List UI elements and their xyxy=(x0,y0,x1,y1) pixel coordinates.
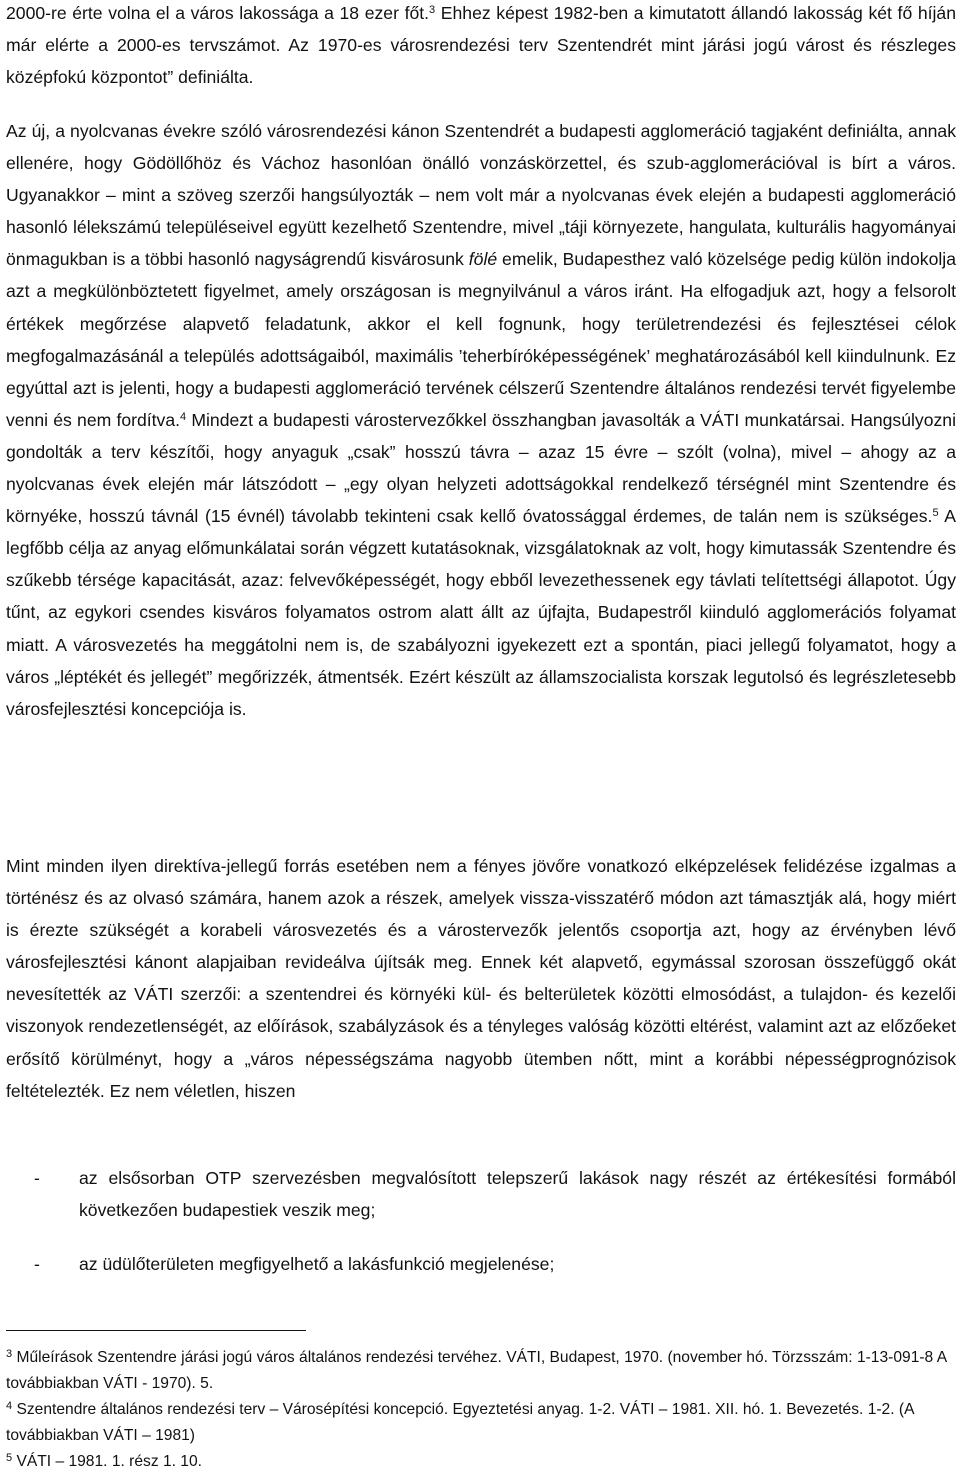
list-item-text: az elsősorban OTP szervezésben megvalósított telepszerű lakások nagy részét az értékesítési formából következően budapestiek veszik meg; xyxy=(79,1168,956,1220)
list-dash: - xyxy=(34,1168,40,1188)
paragraph-2-text-d: A legfőbb célja az anyag előmunkálatai során végzett kutatásoknak, vizsgálatoknak az volt, hogy kimutassák Szentendre és szűkebb térsége kapacitását, azaz: felvevőképességét, hogy ebből levezethessenek egy távlati telítettségi állapotot. Úgy tűnt, az egykori csendes kisváros folyamatos ostrom alatt állt az újfajta, Budapestről kiinduló agglomerációs folyamat miatt. A városvezetés ha meggátolni nem is, de szabályozni igyekezett ezt a spontán, piaci jellegű folyamatot, hogy a város „léptékét és jellegét” megőrizzék, átmentsék. Ezért készült az államszocialista korszak legutolsó és legrészletesebb városfejlesztési koncepciója is. xyxy=(6,506,956,719)
paragraph-2-text-a: Az új, a nyolcvanas évekre szóló városrendezési kánon Szentendrét a budapesti agglomeráció tagjaként definiálta, annak ellenére, hogy Gödöllőhöz és Váchoz hasonlóan önálló vonzáskörzettel, és szub-agglomerációval is bírt a város. Ugyanakkor – mint a szöveg szerzői hangsúlyozták – nem volt már a nyolcvanas évek elején a budapesti agglomeráció hasonló lélekszámú településeivel együtt kezelhető Szentendre, mivel „táji környezete, hangulata, kulturális hagyományai önmagukban is a többi hasonló nagyságrendű kisvárosunk xyxy=(6,121,956,270)
footnote-ref-3: 3 xyxy=(429,4,436,16)
footnote-3 xyxy=(6,1345,956,1397)
footnote-5 xyxy=(6,1449,956,1475)
paragraph-1-text-b: Ehhez képest 1982-ben a kimutatott állandó lakosság két fő híján már elérte a 2000-es tervszámot. Az 1970-es városrendezési terv Szentendrét mint járási jogú várost és részleges középfokú központot” definiálta. xyxy=(6,3,957,88)
paragraph-2 xyxy=(6,115,956,725)
italic-word: fölé xyxy=(468,249,498,270)
footnote-number: 3 xyxy=(6,1348,13,1360)
list-dash: - xyxy=(34,1254,40,1274)
footnote-ref-5: 5 xyxy=(932,507,939,520)
list-item xyxy=(6,1162,956,1226)
paragraph-3: Mint minden ilyen direktíva-jellegű forrás esetében nem a fényes jövőre vonatkozó elképzelések felidézése izgalmas a történész és az olvasó számára, hanem azok a részek, amelyek vissza-visszatérő módon azt támasztják alá, hogy miért is érezte szükségét a korabeli városvezetés és a várostervezők jelentős csoportja azt, hogy az érvényben lévő városfejlesztési kánont alapjaiban revideálva újítsák meg. Ennek két alapvető, egymással szorosan összefüggő okát nevesítették az VÁTI szerzői: a szentendrei és környéki kül- és belterületek közötti elmosódást, a tulajdon- és kezelői viszonyok rendezetlenségét, az előírások, szabályzások és a tényleges valóság közötti eltérést, valamint azt az előzőeket erősítő körülményt, hogy a „város népességszáma nagyobb ütemben nőtt, mint a korábbi népességprognózisok feltételezték. Ez nem véletlen, hiszen xyxy=(6,856,956,1101)
footnote-separator xyxy=(6,1330,306,1331)
footnote-text: VÁTI – 1981. 1. rész 1. 10. xyxy=(16,1453,202,1470)
paragraph-1 xyxy=(6,0,956,93)
list-item xyxy=(6,1248,956,1280)
footnote-text: Műleírások Szentendre járási jogú város általános rendezési tervéhez. VÁTI, Budapest, 1970. (november hó. Törzsszám: 1-13-091-8 A továbbiakban VÁTI - 1970). 5. xyxy=(6,1349,947,1392)
footnote-number: 4 xyxy=(6,1400,13,1412)
footnote-4 xyxy=(6,1397,956,1449)
paragraph-2-text-b: emelik, Budapesthez való közelsége pedig külön indokolja azt a megkülönböztetett figyelmet, amely országosan is megnyilvánul a város iránt. Ha elfogadjuk azt, hogy a felsorolt értékek megőrzése alapvető feladatunk, akkor el kell fognunk, hogy területrendezési és fejlesztései célok megfogalmazásánál a település adottságaiból, maximális ’teherbíróképességének’ meghatározásából kell kiindulnunk. Ez egyúttal azt is jelenti, hogy a budapesti agglomeráció tervének célszerű Szentendre általános rendezési tervét figyelembe venni és nem fordítva. xyxy=(6,249,956,430)
footnote-ref-4: 4 xyxy=(180,410,187,423)
footnotes xyxy=(6,1345,956,1475)
footnote-number: 5 xyxy=(6,1452,13,1464)
paragraph-2-text-c: Mindezt a budapesti várostervezőkkel összhangban javasolták a VÁTI munkatársai. Hangsúlyozni gondolták a terv készítői, hogy anyaguk „csak” hosszú távra – azaz 15 évre – szólt (volna), mivel – ahogy az a nyolcvanas évek elején már látszódott – „egy olyan helyzeti adottságokkal rendelkező térségnél mint Szentendre és környéke, hosszú távnál (15 évnél) távolabb tekinteni csak kellő óvatossággal érdemes, de talán nem is szükséges. xyxy=(6,409,956,527)
list-item-text: az üdülőterületen megfigyelhető a lakásfunkció megjelenése; xyxy=(79,1254,555,1274)
paragraph-1-text-a: 2000-re érte volna el a város lakossága a 18 ezer főt. xyxy=(6,3,430,23)
footnote-text: Szentendre általános rendezési terv – Városépítési koncepció. Egyeztetési anyag. 1-2. VÁTI – 1981. XII. hó. 1. Bevezetés. 1-2. (A továbbiakban VÁTI – 1981) xyxy=(6,1401,914,1444)
